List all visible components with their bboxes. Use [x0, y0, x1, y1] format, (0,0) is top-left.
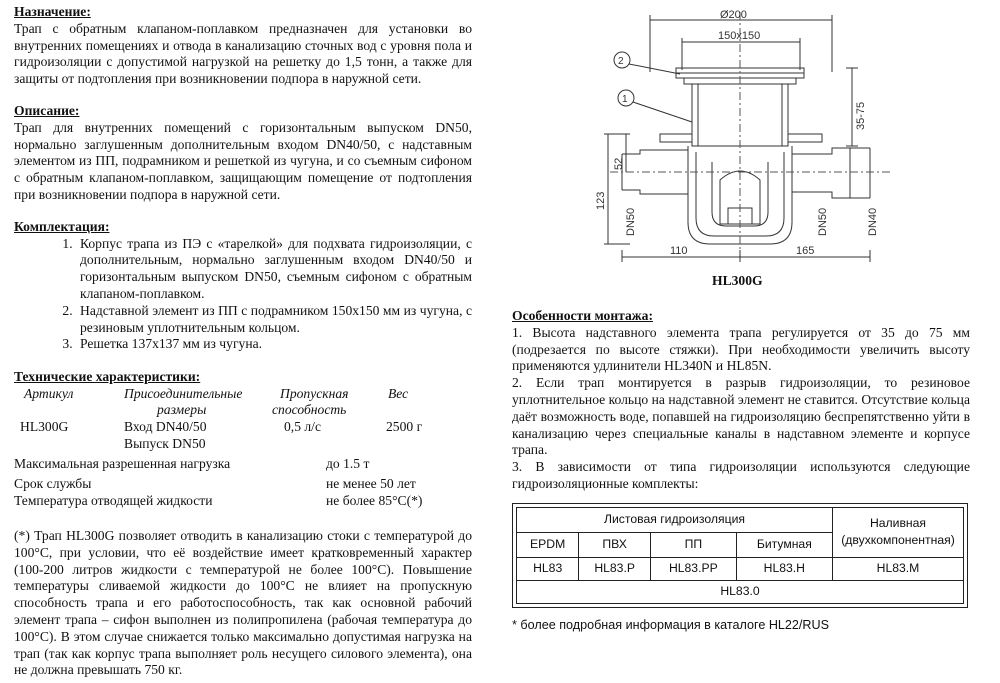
- waterproofing-table: [516, 507, 964, 604]
- spec-prop: [14, 476, 472, 493]
- dim-165-label: 165: [796, 245, 815, 257]
- specs-col-flow: Пропускная: [280, 385, 349, 401]
- specs-col-connect: Присоединительные: [124, 385, 243, 401]
- purpose-heading: Назначение:: [14, 4, 91, 19]
- dim-52-label: 52: [613, 157, 625, 170]
- spec-prop-value: не более 85°С(*): [326, 492, 423, 508]
- dim-200-label: Ø200: [720, 9, 747, 21]
- kit-item: 3. Решетка 137x137 мм из чугуна.: [76, 336, 472, 353]
- specs-connect-in: Вход DN40/50: [124, 418, 207, 434]
- temperature-note: (*) Трап HL300G позволяет отводить в канализацию стоки с температурой до 100°С, при условии, что её воздействие имеет кратковременный характер (100-200 литров жидкости с температурой не более 100°С). Повышение температуры сливаемой жидкости до 100°С не влияет на пропускную способность трапа и его работоспособность, так как основной рабочий элемент трапа – сифон выполнен из полипропилена (рабочая температура до 100°С). В этом случае снижается только максимально допустимая нагрузка на трап (так как корпус трапа выполняет роль несущего силового элемента), она не должна превышать 750 кг.: [14, 527, 472, 678]
- left-column: [14, 4, 472, 679]
- dim-35-75-label: 35-75: [855, 101, 867, 130]
- kit-item: 1. Корпус трапа из ПЭ с «тарелкой» для подхвата гидроизоляции, с дополнительным, нормально заглушенным входом DN40/50 и горизонтальным выпуском DN50, съемным сифоном с обратным клапаном-поплавком.: [76, 236, 472, 303]
- col-bitumen: Битумная: [736, 532, 832, 557]
- spec-prop-label: Температура отводящей жидкости: [14, 492, 213, 508]
- montage-p2: 2. Если трап монтируется в разрыв гидроизоляции, то резиновое уплотнительное кольцо на надставной элемент не ставится. Отсутствие кольца даёт возможность воде, попавшей на гидроизоляцию беспрепятственно уйти в канализацию через специальные каналы в надставном элементе и корпусе трапа.: [512, 375, 970, 458]
- dn40-label: DN40: [867, 207, 879, 236]
- montage-p1: 1. Высота надставного элемента трапа регулируется от 35 до 75 мм (подрезается по высоте стяжки). При необходимости увеличить высоту применяются удлинители HL340N и HL85N.: [512, 324, 970, 374]
- specs-heading: Технические характеристики:: [14, 369, 201, 385]
- cell-hl83: HL83: [517, 557, 579, 580]
- specs-col-connect-2: размеры: [157, 401, 207, 417]
- spec-prop-value: до 1.5 т: [326, 455, 370, 471]
- right-column: [512, 308, 970, 633]
- cell-hl83-pp: HL83.PP: [651, 557, 737, 580]
- dn50-right-label: DN50: [817, 207, 829, 236]
- dim-110-label: 110: [670, 245, 688, 257]
- table-footnote: * более подробная информация в каталоге HL22/RUS: [512, 617, 830, 632]
- specs-col-flow-2: способность: [272, 401, 347, 417]
- montage-heading: Особенности монтажа:: [512, 308, 653, 323]
- cell-hl83-p: HL83.P: [579, 557, 651, 580]
- dim-123-label: 123: [595, 191, 607, 210]
- col-epdm: EPDM: [517, 532, 579, 557]
- cell-hl83-h: HL83.H: [736, 557, 832, 580]
- col-pvc: ПВХ: [579, 532, 651, 557]
- specs-col-article: Артикул: [24, 385, 74, 401]
- waterproofing-table-frame: [512, 503, 968, 608]
- liquid-header: [833, 507, 964, 557]
- specs-col-weight: Вес: [388, 385, 409, 401]
- purpose-text: Трап с обратным клапаном-поплавком предназначен для установки во внутренних помещениях и отвода в канализацию сточных вод с уровня пола и гидроизоляции с допустимой нагрузкой на решетку до 1,5 тонн, а также для защиты от подтопления при возникновении подпора в наружной сети.: [14, 20, 472, 87]
- cell-hl83-m: HL83.M: [833, 557, 964, 580]
- spec-prop-label: Максимальная разрешенная нагрузка: [14, 455, 231, 471]
- callout-1-label: 1: [622, 94, 628, 105]
- spec-prop-label: Срок службы: [14, 475, 92, 491]
- kit-heading: Комплектация:: [14, 218, 110, 234]
- liquid-header-line1: Наливная: [869, 516, 927, 531]
- kit-list: [14, 236, 472, 354]
- drawing-caption: HL300G: [712, 273, 763, 288]
- outlet-pipe-dn50: [622, 150, 688, 154]
- specs-flow: 0,5 л/с: [284, 418, 321, 434]
- specs-article: HL300G: [20, 418, 69, 434]
- specs-table: [14, 386, 472, 476]
- callout-2-label: 2: [618, 56, 624, 67]
- specs-connect-out: Выпуск DN50: [124, 435, 206, 451]
- specs-weight: 2500 г: [386, 418, 423, 434]
- dn50-left-label: DN50: [625, 207, 637, 236]
- description-text: Трап для внутренних помещений с горизонтальным выпуском DN50, нормально заглушенным дополнительным входом DN40/50, с надставным элементом из ПП, подрамником и решеткой из чугуна, и со съемным сифоном с обратным клапаном-поплавком, защищающим помещение от подтопления при возникновении подпора в наружной сети.: [14, 119, 472, 202]
- cell-hl83-0: HL83.0: [517, 580, 964, 603]
- spec-prop: [14, 493, 472, 510]
- montage-p3: 3. В зависимости от типа гидроизоляции используются следующие гидроизоляционные комплекты:: [512, 459, 970, 491]
- col-pp: ПП: [651, 532, 737, 557]
- inlet-pipe-dn40: [792, 148, 870, 154]
- kit-item: 2. Надставной элемент из ПП с подрамником 150x150 мм из чугуна, с резиновым уплотнительным кольцом.: [76, 303, 472, 337]
- spec-prop-value: не менее 50 лет: [326, 475, 416, 491]
- technical-drawing: [595, 9, 900, 267]
- liquid-header-line2: (двухкомпонентная): [841, 533, 955, 548]
- dim-150-label: 150x150: [718, 30, 761, 42]
- sheet-header: Листовая гидроизоляция: [517, 507, 833, 532]
- description-heading: Описание:: [14, 102, 80, 118]
